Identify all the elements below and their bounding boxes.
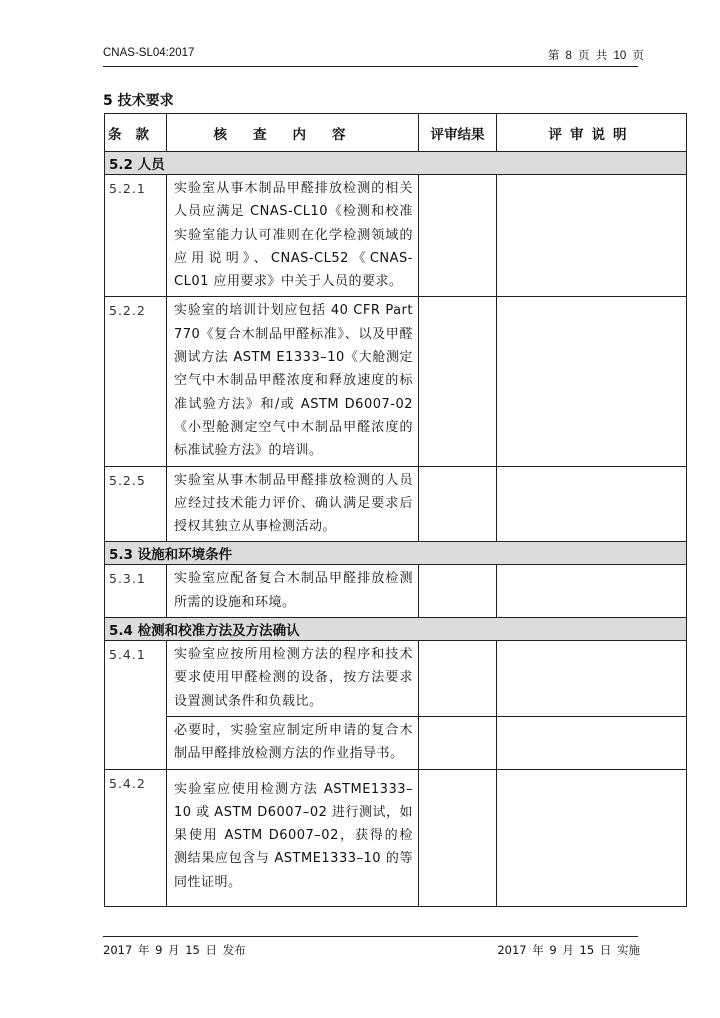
group-row-facilities [105,542,687,565]
check-content: 实验室应按所用检测方法的程序和技术要求使用甲醛检测的设备，按方法要求设置测试条件和负载比。 [167,641,419,717]
review-result-cell[interactable] [419,175,497,297]
header-content: 核查内容 [167,114,419,152]
table-row [105,641,687,717]
review-remark-cell[interactable] [497,769,687,906]
header-remark: 评审说明 [497,114,687,152]
review-result-cell[interactable] [419,297,497,466]
review-result-cell[interactable] [419,641,497,717]
clause-number: 5.2.2 [105,297,167,466]
table-row [105,297,687,466]
review-result-cell[interactable] [419,716,497,769]
clause-number: 5.2.1 [105,175,167,297]
check-content: 必要时，实验室应制定所申请的复合木制品甲醛排放检测方法的作业指导书。 [167,716,419,769]
group-row-personnel [105,152,687,175]
group-title: 5.3 设施和环境条件 [105,542,687,565]
group-title: 5.2 人员 [105,152,687,175]
issue-date: 2017 年 9 月 15 日 发布 [103,943,246,957]
page-number: 第 8 页 共 10 页 [547,50,644,62]
check-content: 实验室的培训计划应包括 40 CFR Part 770《复合木制品甲醛标准》、以及甲醛测试方法 ASTM E1333–10《大舱测定空气中木制品甲醛浓度和释放速度的标准试验方法》和/或 ASTM D6007-02《小型舱测定空气中木制品甲醛浓度的标准试验方法》的培训。 [167,297,419,466]
section-title: 5 技术要求 [103,93,174,109]
check-content: 实验室从事木制品甲醛排放检测的人员应经过技术能力评价、确认满足要求后授权其独立从事检测活动。 [167,466,419,542]
clause-number: 5.4.1 [105,641,167,769]
group-row-methods [105,618,687,641]
review-remark-cell[interactable] [497,175,687,297]
table-row [105,565,687,618]
check-content: 实验室应配备复合木制品甲醛排放检测所需的设施和环境。 [167,565,419,618]
check-content: 实验室应使用检测方法 ASTME1333–10 或 ASTM D6007–02 进行测试，如果使用 ASTM D6007–02，获得的检测结果应包含与 ASTME1333–10 的等同性证明。 [167,769,419,906]
requirements-table [104,113,687,907]
clause-number: 5.2.5 [105,466,167,542]
table-row [105,716,687,769]
review-result-cell[interactable] [419,565,497,618]
table-row [105,466,687,542]
review-remark-cell[interactable] [497,466,687,542]
header-clause: 条款 [105,114,167,152]
review-remark-cell[interactable] [497,565,687,618]
review-remark-cell[interactable] [497,297,687,466]
clause-number: 5.4.2 [105,769,167,906]
table-header-row [105,114,687,152]
header-rule [103,66,638,67]
review-remark-cell[interactable] [497,641,687,717]
clause-number: 5.3.1 [105,565,167,618]
review-result-cell[interactable] [419,466,497,542]
review-remark-cell[interactable] [497,716,687,769]
group-title: 5.4 检测和校准方法及方法确认 [105,618,687,641]
table-row [105,175,687,297]
review-result-cell[interactable] [419,769,497,906]
header-result: 评审结果 [419,114,497,152]
document-code: CNAS-SL04:2017 [103,47,195,59]
implementation-date: 2017 年 9 月 15 日 实施 [497,943,640,957]
check-content: 实验室从事木制品甲醛排放检测的相关人员应满足 CNAS-CL10《检测和校准实验室能力认可准则在化学检测领域的应用说明》、CNAS-CL52《CNAS-CL01 应用要求》中关于人员的要求。 [167,175,419,297]
table-row [105,769,687,906]
footer-rule [103,936,638,937]
